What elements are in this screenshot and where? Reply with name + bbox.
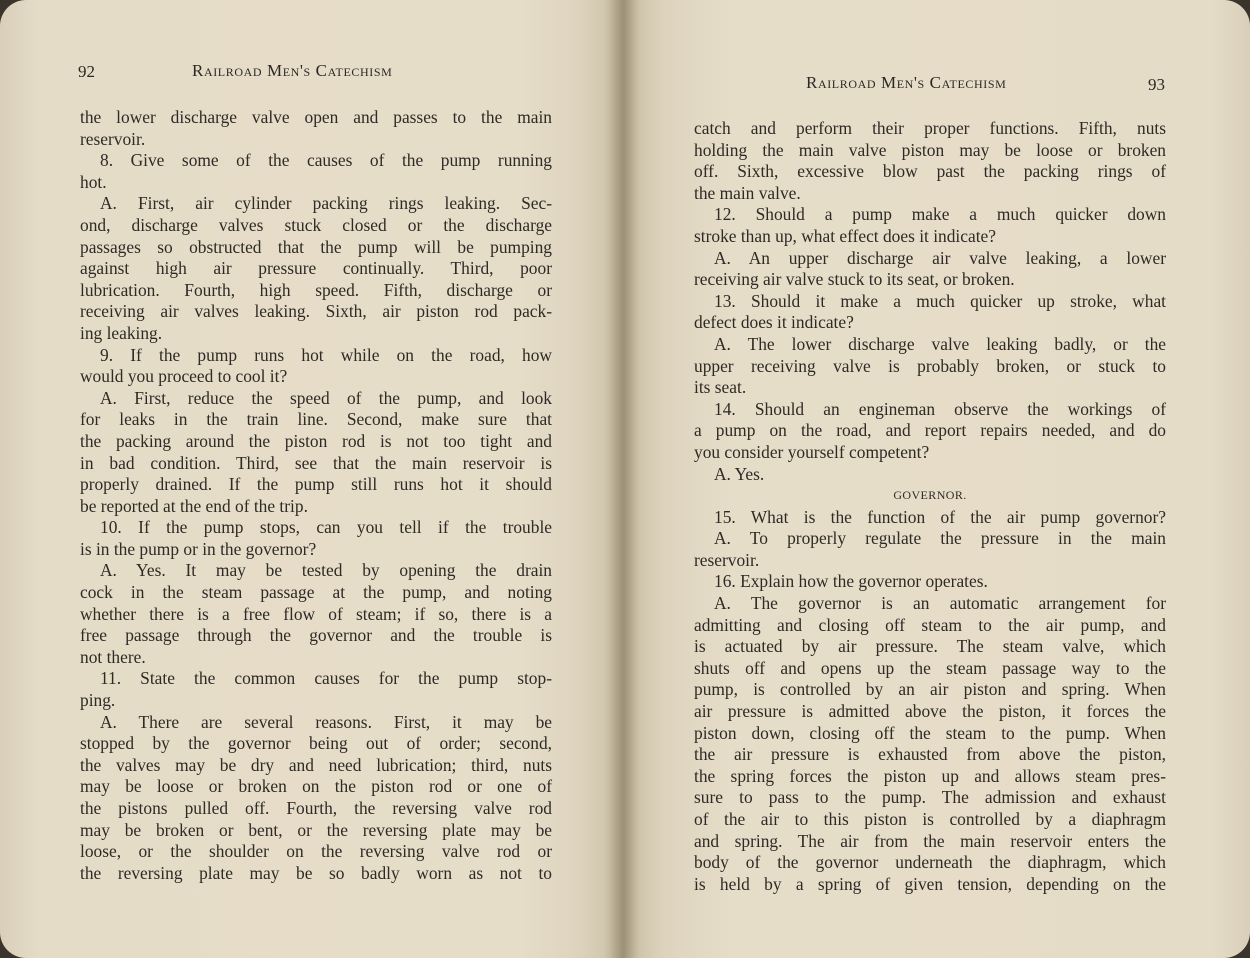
text-line: A. The lower discharge valve leaking badly, or the [714,333,1166,354]
page-number-left: 92 [78,62,95,81]
left-page [0,0,622,958]
text-line: sure to pass to the pump. The admission and exhaust [694,787,1166,808]
text-line: receiving air valves leaking. Sixth, air piston rod pack- [80,301,552,322]
text-line: holding the main valve piston may be loose or broken [694,139,1166,160]
text-line: lubrication. Fourth, high speed. Fifth, discharge or [80,279,552,300]
text-line: receiving air valve stuck to its seat, or broken. [694,269,1015,290]
text-line: and spring. The air from the main reservoir enters the [694,830,1166,851]
text-line: the packing around the piston rod is not too tight and [80,430,552,451]
text-line: the pistons pulled off. Fourth, the reversing valve rod [80,798,552,818]
text-line: A. First, reduce the speed of the pump, and look [100,387,552,408]
text-line: of the air to this piston is controlled by a diaphragm [694,809,1166,829]
text-line: A. The governor is an automatic arrangement for [714,593,1166,614]
text-line: properly drained. If the pump still runs hot it should [80,474,552,495]
text-line: 16. Explain how the governor operates. [714,571,988,592]
text-line: A. To properly regulate the pressure in the main [714,528,1166,549]
text-line: 11. State the common causes for the pump stop- [100,668,552,689]
text-line: catch and perform their proper functions. Fifth, nuts [694,118,1166,138]
text-line: the spring forces the piston up and allows steam pres- [694,765,1166,786]
text-line: you consider yourself competent? [694,441,930,462]
text-line: A. There are several reasons. First, it may be [100,711,552,732]
text-line: not there. [80,646,146,667]
text-line: 13. Should it make a much quicker up stroke, what [714,290,1166,311]
text-line: ing leaking. [80,322,163,343]
text-line: off. Sixth, excessive blow past the packing rings of [694,161,1166,182]
running-head-right: Railroad Men's Catechism [806,73,1007,92]
right-page-text [694,118,1166,895]
text-line: 9. If the pump runs hot while on the road, how [100,344,552,365]
text-line: A. First, air cylinder packing rings leaking. Sec- [100,193,552,214]
text-line: 8. Give some of the causes of the pump running [100,150,552,171]
text-line: the main valve. [694,182,801,203]
left-page-text [80,107,552,884]
text-line: the air pressure is exhausted from above the piston, [694,744,1166,765]
text-line: the reversing plate may be so badly worn as not to [80,862,552,883]
text-line: whether there is a free flow of steam; if so, there is a [80,603,552,624]
page-number-right: 93 [1148,75,1165,94]
text-line: cock in the steam passage at the pump, and noting [80,582,552,603]
text-line: admitting and closing off steam to the air pump, and [694,614,1166,635]
text-line: pump, is controlled by an air piston and spring. When [694,679,1166,700]
text-line: the lower discharge valve open and passes to the main [80,107,552,127]
text-line: may be loose or broken on the piston rod or one of [80,776,552,797]
text-line: 12. Should a pump make a much quicker down [714,204,1166,225]
text-line: upper receiving valve is probably broken, or stuck to [694,355,1166,376]
right-text-after-heading [694,507,1166,896]
text-line: is in the pump or in the governor? [80,538,317,559]
text-line: stroke than up, what effect does it indicate? [694,225,996,246]
text-line: loose, or the shoulder on the reversing valve rod or [80,841,552,862]
text-line: A. Yes. [714,463,765,484]
text-line: hot. [80,171,107,192]
text-line: shuts off and opens up the steam passage way to the [694,657,1166,678]
text-line: ond, discharge valves stuck closed or the discharge [80,214,552,235]
text-line: stopped by the governor being out of order; second, [80,733,552,754]
right-text-before-heading [694,118,1166,485]
text-line: is actuated by air pressure. The steam valve, which [694,636,1166,657]
text-line: 10. If the pump stops, can you tell if the trouble [100,517,552,538]
section-heading-governor: GOVERNOR. [893,488,967,503]
text-line: the valves may be dry and need lubrication; third, nuts [80,754,552,775]
text-line: may be broken or bent, or the reversing plate may be [80,819,552,840]
text-line: A. An upper discharge air valve leaking, a lower [714,247,1166,268]
text-line: air pressure is admitted above the piston, it forces the [694,701,1166,722]
text-line: is held by a spring of given tension, depending on the [694,873,1166,894]
running-head-left: Railroad Men's Catechism [192,61,393,80]
text-line: piston down, closing off the steam to the pump. When [694,722,1166,743]
text-line: body of the governor underneath the diaphragm, which [694,852,1166,873]
text-line: its seat. [694,377,747,398]
text-line: defect does it indicate? [694,312,854,333]
text-line: against high air pressure continually. Third, poor [80,258,552,279]
right-page [622,0,1250,958]
text-line: for leaks in the train line. Second, make sure that [80,409,552,430]
text-line: be reported at the end of the trip. [80,495,308,516]
text-line: ping. [80,690,116,711]
text-line: A. Yes. It may be tested by opening the drain [100,560,552,581]
text-line: reservoir. [694,549,760,570]
text-line: would you proceed to cool it? [80,366,288,387]
text-line: 14. Should an engineman observe the workings of [714,398,1166,419]
text-line: 15. What is the function of the air pump governor? [714,506,1166,527]
text-line: passages so obstructed that the pump will be pumping [80,236,552,257]
text-line: in bad condition. Third, see that the main reservoir is [80,452,552,473]
text-line: free passage through the governor and the trouble is [80,625,552,646]
text-line: a pump on the road, and report repairs needed, and do [694,420,1166,441]
text-line: reservoir. [80,128,146,149]
